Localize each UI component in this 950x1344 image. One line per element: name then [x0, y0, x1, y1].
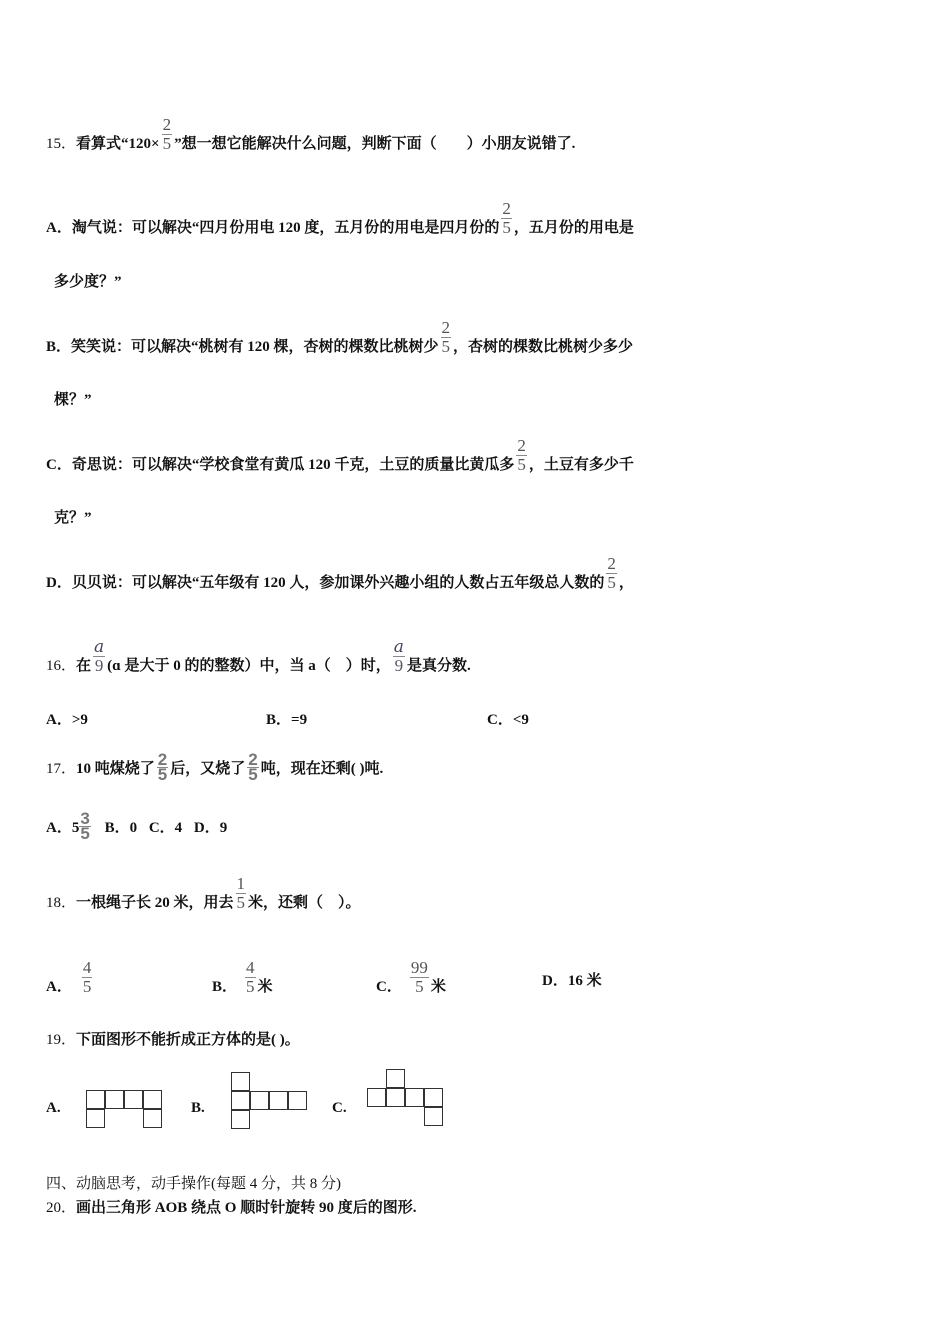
- denominator: 5: [236, 893, 246, 912]
- label: C．: [487, 712, 513, 728]
- numerator: 2: [162, 115, 172, 134]
- numerator: 4: [246, 958, 255, 977]
- numerator: 3: [80, 809, 90, 828]
- net-square: [231, 1072, 250, 1091]
- net-square: [424, 1088, 443, 1107]
- label: B．: [212, 978, 238, 995]
- net-square: [288, 1091, 307, 1110]
- q15-option-a: [46, 199, 634, 247]
- text: 淘气说：可以解决“四月份用电 120 度，五月份的用电是四月份的: [71, 219, 500, 236]
- net-square: [143, 1109, 162, 1128]
- fraction: [93, 638, 105, 675]
- label: C．: [148, 819, 175, 836]
- q-number: 15．: [46, 135, 77, 152]
- q16-option-a: [46, 708, 88, 729]
- q15-option-a-cont: 多少度？”: [54, 274, 122, 290]
- label: C．: [376, 978, 402, 995]
- fraction: [606, 555, 617, 592]
- denominator: 5: [80, 824, 90, 843]
- label: A．: [46, 978, 72, 995]
- label: A．: [46, 219, 72, 236]
- q18-option-a: [46, 958, 94, 1006]
- numerator: 4: [82, 958, 92, 977]
- q17-option-c: [149, 820, 182, 836]
- denominator: 5: [157, 765, 168, 784]
- q-text: 一根绳子长 20 米，用去: [76, 894, 234, 911]
- q19-option-b-label: B.: [191, 1100, 205, 1116]
- text: ，五月份的用电是: [513, 219, 634, 236]
- q15-option-b: [46, 318, 634, 366]
- q17-option-d: [194, 820, 227, 836]
- numerator: 2: [157, 750, 168, 769]
- q-text: 10 吨煤烧了: [76, 760, 155, 777]
- q15-option-c: [46, 436, 634, 484]
- text: =9: [291, 712, 308, 728]
- fraction: [79, 809, 90, 843]
- denominator: 9: [394, 656, 404, 675]
- denominator: 5: [415, 977, 424, 996]
- text: 4: [174, 819, 183, 836]
- denominator: 5: [502, 218, 511, 237]
- denominator: 5: [517, 455, 526, 474]
- net-square: [269, 1091, 288, 1110]
- q-number: 19．: [46, 1032, 77, 1048]
- numerator: a: [94, 637, 105, 657]
- label: B．: [104, 819, 130, 836]
- denominator: 5: [441, 337, 451, 356]
- q-text: 米，还剩（ ）。: [248, 894, 361, 911]
- text: 5: [71, 819, 80, 836]
- net-square: [143, 1090, 162, 1109]
- q17-option-a: [46, 809, 93, 843]
- label: D．: [542, 973, 568, 989]
- unit: 米: [257, 978, 273, 995]
- numerator: 1: [236, 874, 246, 893]
- fraction: [157, 750, 168, 784]
- q-number: 17．: [46, 760, 77, 777]
- q-number: 18．: [46, 894, 77, 911]
- net-square: [405, 1088, 424, 1107]
- net-square: [250, 1091, 269, 1110]
- q-text: 画出三角形 AOB 绕点 O 顺时针旋转 90 度后的图形.: [76, 1200, 417, 1216]
- q15-option-c-cont: 克？”: [54, 510, 92, 526]
- question-19: [46, 1028, 300, 1049]
- q-text: ”想一想它能解决什么问题，判断下面（ ）小朋友说错了.: [174, 135, 576, 152]
- question-18: [46, 874, 361, 922]
- q-text: 吨，现在还剩( )吨.: [260, 760, 384, 777]
- q19-option-c-label: C.: [332, 1100, 347, 1116]
- q-text: 是真分数.: [406, 657, 471, 674]
- q-text: 下面图形不能折成正方体的是( )。: [76, 1032, 300, 1048]
- question-15: [46, 115, 576, 163]
- fraction: [245, 959, 256, 996]
- q18-option-b: [212, 958, 273, 1006]
- text: 16 米: [567, 973, 602, 989]
- numerator: 99: [410, 958, 428, 977]
- text: ，: [618, 574, 634, 591]
- denominator: 5: [82, 977, 92, 996]
- q16-option-c: [487, 708, 529, 729]
- net-square: [231, 1091, 250, 1110]
- text: ，土豆有多少千: [528, 456, 634, 473]
- net-square: [231, 1110, 250, 1129]
- numerator: 2: [248, 750, 258, 769]
- label: A．: [46, 819, 72, 836]
- fraction: [516, 437, 527, 474]
- net-square: [386, 1069, 405, 1088]
- fraction: [247, 750, 258, 784]
- text: 贝贝说：可以解决“五年级有 120 人，参加课外兴趣小组的人数占五年级总人数的: [71, 574, 605, 591]
- q-text: 看算式“120×: [76, 135, 160, 152]
- numerator: 2: [517, 436, 526, 455]
- text: >9: [71, 712, 88, 728]
- label: C．: [46, 456, 72, 473]
- label: B．: [46, 338, 72, 355]
- label: A．: [46, 712, 72, 728]
- text: 9: [219, 819, 228, 836]
- unit: 米: [430, 978, 446, 995]
- net-square: [386, 1088, 405, 1107]
- q16-option-b: [266, 708, 307, 729]
- q17-options: [46, 809, 228, 843]
- fraction: [410, 959, 429, 996]
- net-square: [124, 1090, 143, 1109]
- text: 0: [129, 819, 138, 836]
- net-square: [86, 1090, 105, 1109]
- label: D．: [46, 574, 72, 591]
- fraction: [162, 116, 173, 153]
- question-17: [46, 750, 384, 784]
- q15-option-b-cont: 棵？”: [54, 392, 92, 408]
- q-number: 20．: [46, 1200, 77, 1216]
- denominator: 5: [162, 134, 172, 153]
- fraction: [393, 638, 405, 675]
- fraction: [82, 959, 93, 996]
- text: ，杏树的棵数比桃树少多少: [453, 338, 634, 355]
- q18-option-c: [376, 958, 446, 1006]
- q18-option-d: [542, 969, 602, 990]
- label: D．: [193, 819, 220, 836]
- text: <9: [512, 712, 529, 728]
- q-text: 在: [76, 657, 92, 674]
- denominator: 5: [248, 765, 258, 784]
- net-square: [86, 1109, 105, 1128]
- numerator: 2: [502, 199, 511, 218]
- section-title: 四、动脑思考，动手操作(每题 4 分，共 8 分): [46, 1176, 341, 1192]
- net-square: [424, 1107, 443, 1126]
- q-text: 后，又烧了: [170, 760, 246, 777]
- denominator: 9: [94, 656, 104, 675]
- question-20: [46, 1196, 416, 1217]
- denominator: 5: [246, 977, 255, 996]
- q15-option-d: [46, 554, 634, 602]
- numerator: 2: [607, 554, 616, 573]
- q-text: (ɑ 是大于 0 的的整数）中，当 a（ ）时，: [107, 657, 391, 674]
- numerator: 2: [441, 318, 451, 337]
- net-square: [367, 1088, 386, 1107]
- label: B．: [266, 712, 292, 728]
- fraction: [236, 875, 247, 912]
- text: 笑笑说：可以解决“桃树有 120 棵，杏树的棵数比桃树少: [71, 338, 439, 355]
- numerator: a: [393, 637, 404, 657]
- q19-option-a-label: A.: [46, 1100, 61, 1116]
- q17-option-b: [105, 820, 138, 836]
- net-square: [105, 1090, 124, 1109]
- denominator: 5: [607, 573, 616, 592]
- fraction: [501, 200, 512, 237]
- q-number: 16．: [46, 657, 77, 674]
- text: 奇思说：可以解决“学校食堂有黄瓜 120 千克，土豆的质量比黄瓜多: [71, 456, 515, 473]
- fraction: [441, 319, 452, 356]
- question-16: [46, 637, 471, 685]
